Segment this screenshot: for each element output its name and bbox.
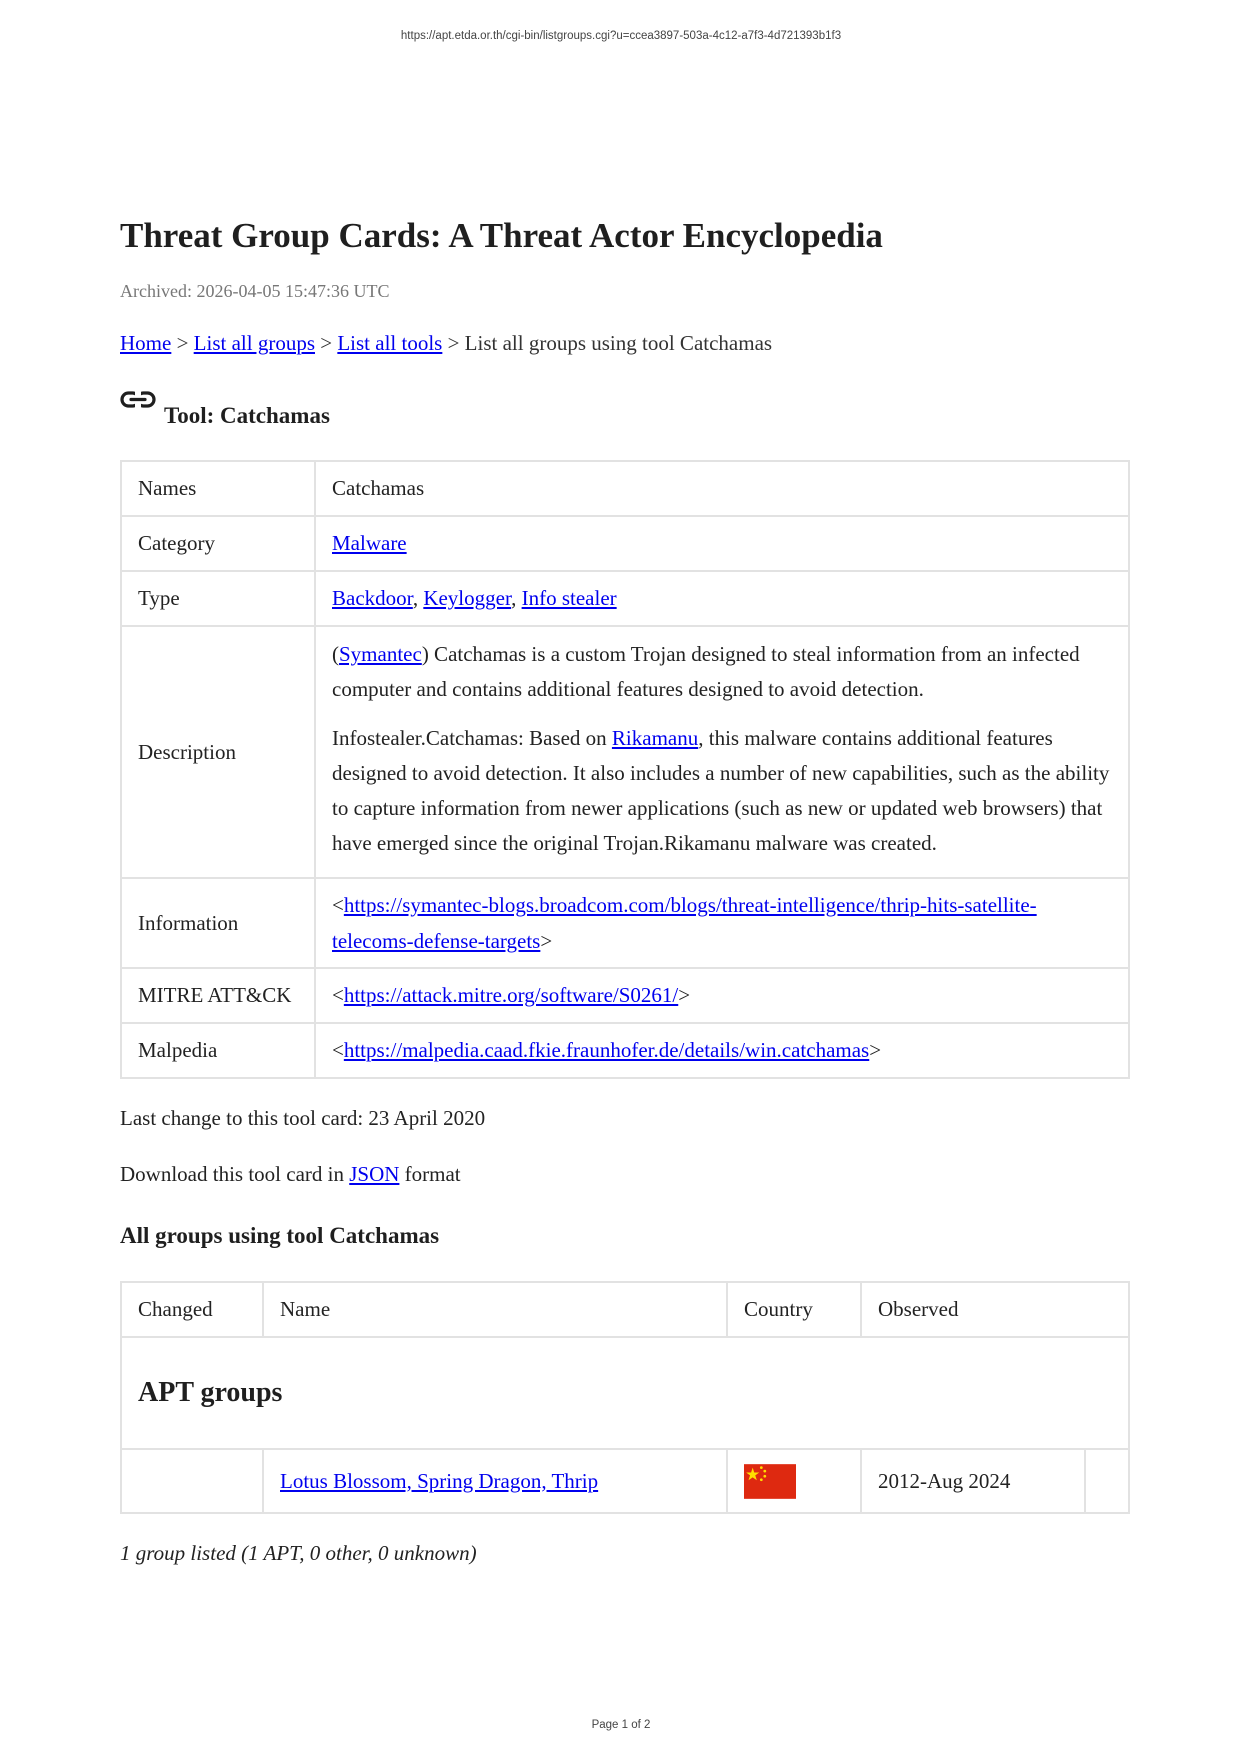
groups-section-title: All groups using tool Catchamas (120, 1223, 440, 1248)
extra-cell (1085, 1449, 1129, 1513)
information-value (315, 878, 1129, 968)
tool-heading (120, 396, 1130, 436)
column-header-changed: Changed (121, 1282, 263, 1337)
table-row (121, 1449, 1129, 1513)
column-header-observed: Observed (861, 1282, 1129, 1337)
description-label: Description (121, 626, 315, 878)
angle-close: > (540, 929, 553, 953)
category-value (315, 516, 1129, 571)
archived-timestamp: Archived: 2026-04-05 15:47:36 UTC (120, 281, 390, 301)
changed-cell (121, 1449, 263, 1513)
breadcrumb-separator: > (171, 331, 194, 355)
angle-close: > (869, 1038, 882, 1062)
description-text: ) Catchamas is a custom Trojan designed to steal information from an infected computer and contains additional features designed to avoid detection. (332, 642, 1080, 701)
names-label: Names (121, 461, 315, 516)
type-value (315, 571, 1129, 626)
malpedia-label: Malpedia (121, 1023, 315, 1078)
page-number: Page 1 of 2 (591, 1719, 651, 1731)
type-separator: , (412, 586, 424, 610)
main-content (120, 212, 1130, 1568)
observed-cell: 2012-Aug 2024 (861, 1449, 1085, 1513)
breadcrumb-current: > List all groups using tool Catchamas (442, 331, 773, 355)
category-label: Category (121, 516, 315, 571)
table-row-type (121, 571, 1129, 626)
country-cell (727, 1449, 861, 1513)
breadcrumb-groups-link[interactable]: List all groups (193, 331, 315, 355)
information-link[interactable]: https://symantec-blogs.broadcom.com/blogs/threat-intelligence/thrip-hits-satellite-telecoms-defense-targets (332, 893, 1037, 953)
mitre-link[interactable]: https://attack.mitre.org/software/S0261/ (343, 983, 679, 1007)
table-row-description (121, 626, 1129, 878)
description-text: , this malware contains additional features designed to avoid detection. It also includes a number of new capabilities, such as the ability to capture information from newer applications (such as new or updated web browsers) that have emerged since the original Trojan.Rikamanu malware was created. (332, 726, 1110, 855)
column-header-country: Country (727, 1282, 861, 1337)
tool-heading-text: Tool: Catchamas (164, 403, 330, 428)
type-separator: , (511, 586, 522, 610)
table-row-category (121, 516, 1129, 571)
name-cell (263, 1449, 727, 1513)
print-header-url: https://apt.etda.or.th/cgi-bin/listgroups.cgi?u=ccea3897-503a-4c12-a7f3-4d721393b1f3 (400, 30, 842, 42)
table-row-information (121, 878, 1129, 968)
description-value (315, 626, 1129, 878)
description-paragraph (332, 637, 1112, 707)
apt-groups-heading: APT groups (121, 1337, 1129, 1449)
symantec-link[interactable]: Symantec (339, 642, 422, 666)
breadcrumb-separator: > (315, 331, 338, 355)
type-label: Type (121, 571, 315, 626)
download-suffix: format (399, 1162, 461, 1186)
mitre-value (315, 968, 1129, 1023)
table-row-malpedia (121, 1023, 1129, 1078)
download-prefix: Download this tool card in (120, 1162, 350, 1186)
rikamanu-link[interactable]: Rikamanu (611, 726, 699, 750)
tool-info-table (120, 460, 1130, 1079)
type-link-info-stealer[interactable]: Info stealer (521, 586, 617, 610)
china-flag-icon (744, 1464, 796, 1499)
page-title: Threat Group Cards: A Threat Actor Encyclopedia (120, 216, 883, 255)
groups-summary: 1 group listed (1 APT, 0 other, 0 unknown) (120, 1541, 477, 1565)
type-link-keylogger[interactable]: Keylogger (423, 586, 512, 610)
angle-open: < (332, 983, 344, 1007)
last-change-note: Last change to this tool card: 23 April 2020 (120, 1106, 486, 1130)
groups-table (120, 1281, 1130, 1514)
json-download-link[interactable]: JSON (349, 1162, 400, 1186)
column-header-name: Name (263, 1282, 727, 1337)
groups-header-row (121, 1282, 1129, 1337)
paren-open: ( (332, 642, 339, 666)
category-link-malware[interactable]: Malware (332, 531, 407, 555)
type-link-backdoor[interactable]: Backdoor (332, 586, 413, 610)
angle-open: < (332, 1038, 344, 1062)
breadcrumb-home-link[interactable]: Home (120, 331, 172, 355)
table-row-mitre (121, 968, 1129, 1023)
download-line (120, 1159, 1130, 1189)
table-row-names (121, 461, 1129, 516)
malpedia-value (315, 1023, 1129, 1078)
breadcrumb-tools-link[interactable]: List all tools (337, 331, 443, 355)
apt-section-row (121, 1337, 1129, 1449)
angle-open: < (332, 893, 344, 917)
malpedia-link[interactable]: https://malpedia.caad.fkie.fraunhofer.de/details/win.catchamas (343, 1038, 870, 1062)
description-paragraph (332, 721, 1112, 861)
names-value: Catchamas (315, 461, 1129, 516)
link-icon (120, 388, 156, 414)
description-prefix: Infostealer.Catchamas: Based on (332, 726, 612, 750)
breadcrumb (120, 328, 1130, 358)
information-label: Information (121, 878, 315, 968)
mitre-label: MITRE ATT&CK (121, 968, 315, 1023)
angle-close: > (678, 983, 691, 1007)
group-link-lotus-blossom[interactable]: Lotus Blossom, Spring Dragon, Thrip (280, 1468, 599, 1493)
